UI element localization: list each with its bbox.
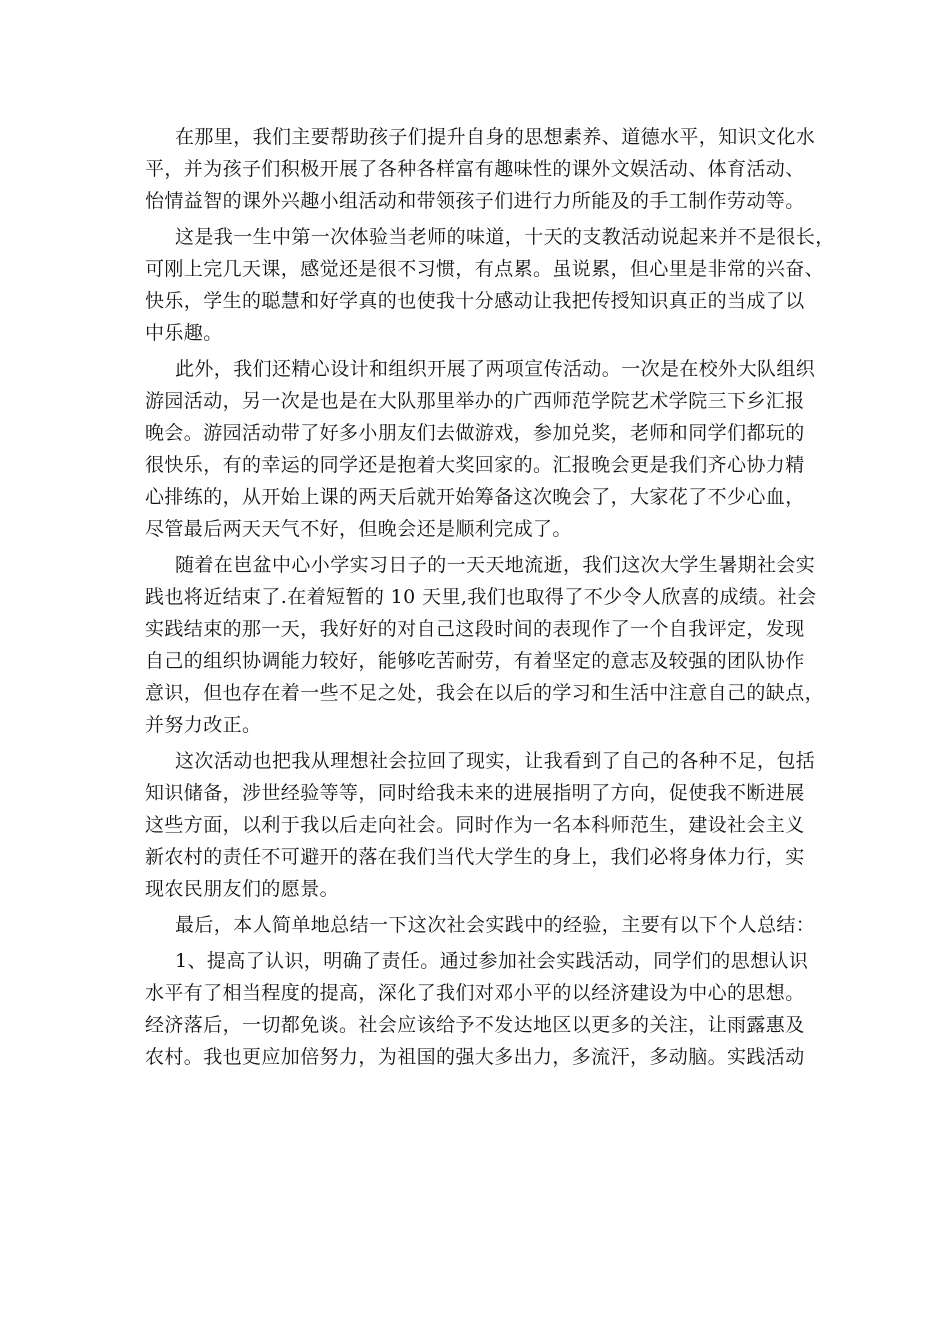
text-line: 水平有了相当程度的提高，深化了我们对邓小平的以经济建设为中心的思想。	[145, 982, 805, 1004]
text-line: 怡情益智的课外兴趣小组活动和带领孩子们进行力所能及的手工制作劳动等。	[145, 190, 805, 212]
text-line: 随着在岜盆中心小学实习日子的一天天地流逝，我们这次大学生暑期社会实	[175, 554, 816, 576]
text-line: 意识，但也存在着一些不足之处，我会在以后的学习和生活中注意自己的缺点，	[145, 682, 825, 704]
paragraph	[145, 353, 816, 545]
text-line: 农村。我也更应加倍努力，为祖国的强大多出力，多流汗，多动脑。实践活动	[145, 1046, 805, 1068]
text-line: 新农村的责任不可避开的落在我们当代大学生的身上，我们必将身体力行，实	[145, 846, 805, 868]
paragraph	[145, 221, 835, 349]
text-line: 实践结束的那一天，我好好的对自己这段时间的表现作了一个自我评定，发现	[145, 618, 805, 640]
text-line: 晚会。游园活动带了好多小朋友们去做游戏，参加兑奖，老师和同学们都玩的	[145, 422, 805, 444]
text-line: 1、提高了认识，明确了责任。通过参加社会实践活动，同学们的思想认识	[175, 950, 809, 972]
text-line: 知识储备，涉世经验等等，同时给我未来的进展指明了方向，促使我不断进展	[145, 782, 805, 804]
text-line: 这些方面，以利于我以后走向社会。同时作为一名本科师范生，建设社会主义	[145, 814, 805, 836]
paragraph	[145, 909, 816, 941]
text-line: 游园活动，另一次是也是在大队那里举办的广西师范学院艺术学院三下乡汇报	[145, 390, 805, 412]
paragraph	[145, 745, 816, 905]
paragraph	[145, 549, 825, 741]
text-line: 可刚上完几天课，感觉还是很不习惯，有点累。虽说累，但心里是非常的兴奋、	[145, 258, 825, 280]
paragraph	[145, 945, 810, 1073]
text-line: 并努力改正。	[145, 714, 262, 736]
document-body	[145, 121, 835, 1073]
text-line: 很快乐，有的幸运的同学还是抱着大奖回家的。汇报晚会更是我们齐心协力精	[145, 454, 805, 476]
text-line: 这是我一生中第一次体验当老师的味道，十天的支教活动说起来并不是很长，	[175, 226, 835, 248]
text-line: 平，并为孩子们积极开展了各种各样富有趣味性的课外文娱活动、体育活动、	[145, 158, 805, 180]
text-line: 心排练的，从开始上课的两天后就开始筹备这次晚会了，大家花了不少心血，	[145, 486, 805, 508]
text-line: 自己的组织协调能力较好，能够吃苦耐劳，有着坚定的意志及较强的团队协作	[145, 650, 805, 672]
text-line: 最后，本人简单地总结一下这次社会实践中的经验，主要有以下个人总结：	[175, 914, 816, 936]
text-line: 此外，我们还精心设计和组织开展了两项宣传活动。一次是在校外大队组织	[175, 358, 816, 380]
text-line: 这次活动也把我从理想社会拉回了现实，让我看到了自己的各种不足，包括	[175, 750, 816, 772]
text-line: 现农民朋友们的愿景。	[145, 878, 340, 900]
paragraph	[145, 121, 816, 217]
text-line: 经济落后，一切都免谈。社会应该给予不发达地区以更多的关注，让雨露惠及	[145, 1014, 805, 1036]
text-line: 快乐，学生的聪慧和好学真的也使我十分感动让我把传授知识真正的当成了以	[145, 290, 805, 312]
text-line: 尽管最后两天天气不好，但晚会还是顺利完成了。	[145, 518, 572, 540]
text-line: 践也将近结束了.在着短暂的 10 天里,我们也取得了不少令人欣喜的成绩。社会	[145, 586, 817, 608]
text-line: 在那里，我们主要帮助孩子们提升自身的思想素养、道德水平，知识文化水	[175, 126, 816, 148]
text-line: 中乐趣。	[145, 322, 223, 344]
